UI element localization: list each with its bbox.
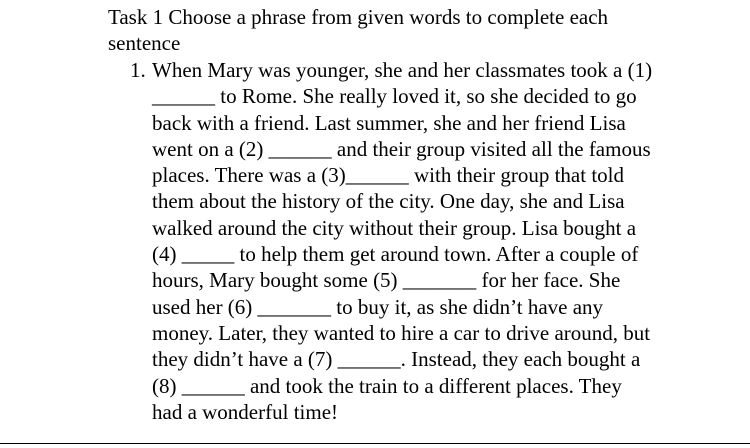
- paragraph-line: (8) ______ and took the train to a different places. They: [152, 373, 622, 398]
- task-title-line: sentence: [108, 31, 181, 56]
- paragraph-line: When Mary was younger, she and her classmates took a (1): [152, 58, 653, 82]
- paragraph-line: hours, Mary bought some (5) _______ for her face. She: [152, 268, 621, 293]
- bottom-divider: [0, 443, 750, 444]
- paragraph-line: they didn’t have a (7) ______. Instead, they each bought a: [152, 347, 641, 372]
- paragraph-line: money. Later, they wanted to hire a car to drive around, but: [152, 320, 651, 345]
- paragraph-line: back with a friend. Last summer, she and her friend Lisa: [152, 110, 626, 135]
- paragraph-line: walked around the city without their group. Lisa bought a: [152, 215, 637, 240]
- task-title: [108, 4, 708, 57]
- paragraph-line: (4) _____ to help them get around town. After a couple of: [152, 242, 639, 267]
- item-number: 1.: [130, 58, 146, 82]
- paragraph-line: used her (6) _______ to buy it, as she didn’t have any: [152, 294, 604, 319]
- paragraph-line: went on a (2) ______ and their group visited all the famous: [152, 136, 651, 161]
- paragraph-line: ______ to Rome. She really loved it, so she decided to go: [152, 84, 637, 109]
- paragraph-line: them about the history of the city. One day, she and Lisa: [152, 189, 625, 214]
- item-paragraph: [152, 57, 712, 425]
- paragraph-line: places. There was a (3)______ with their group that told: [152, 163, 624, 188]
- paragraph-line: had a wonderful time!: [152, 399, 339, 424]
- task-title-line: Task 1 Choose a phrase from given words to complete each: [108, 5, 609, 29]
